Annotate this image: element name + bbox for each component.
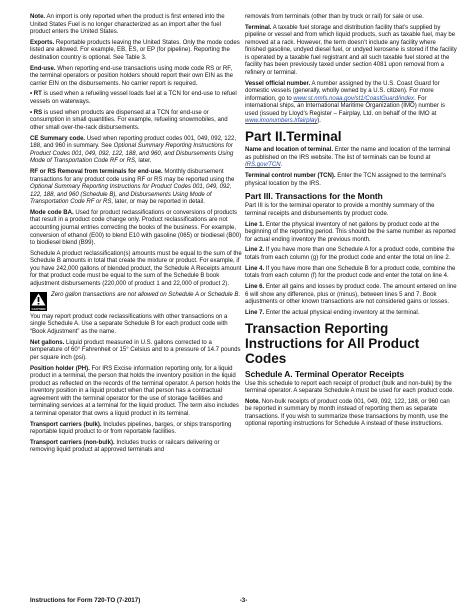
ce-summary-paragraph: CE Summary code. Used when reporting product codes 001, 049, 092, 122, 188, and 960 in summary. See Optional Summary Reporting Instructions for Product Codes 001, 049, 092, 122, 188, and 960, and Disbursements Using Mode of Transportation Code RF or RS, later. — [30, 135, 237, 165]
footer-form-title: Instructions for Form 720-TO (7-2017) — [30, 597, 141, 604]
transport-non-bulk-paragraph: Transport carriers (non-bulk). Includes trucks or railcars delivering or removing liquid product at approved terminals and — [30, 439, 220, 454]
continued-paragraph: removals from terminals (other than by truck or rail) for sale or use. — [245, 14, 424, 20]
mode-code-ba-paragraph: Mode code BA. Used for product reclassifications or conversions of products that result in a product code change only. Product reclassifications are not accounting journal entries correcting the books of the business. For example, conversion of ethanol (E00) to blend E10 with gasoline (065) or biodiesel (B00) to biodiesel blend (B99). — [30, 209, 242, 247]
page-number: -3- — [239, 597, 248, 604]
caution-text: Zero gallon transactions are not allowed on Schedule A or Schedule B. — [51, 291, 241, 298]
terminal-paragraph: Terminal. A taxable fuel storage and distribution facility that’s supplied by pipeline or vessel and from which liquid products, such as taxable fuel, may be removed at a rack. However, the term doesn’t include any facility where finished gasoline, undyed diesel fuel, or undyed kerosene is stored if the facility is operated by a taxable fuel registrant and all such taxable fuel stored at the facility has been previously taxed under section 4081 upon removal from a refinery or terminal. — [245, 24, 457, 77]
right-column — [245, 14, 457, 432]
coast-guard-link[interactable]: www.st.nmfs.noaa.gov/st1/CoastGuard/index — [293, 95, 415, 102]
bullet-rs: • RS is used when products are dispensed at a TCN for end-use or consumption in small quantities. For example, refueling snowmobiles, and other small over-the-rack disbursements. — [30, 109, 228, 131]
note-paragraph: Note. An import is only reported when the product is first entered into the United States Fuel is no longer characterized as an import after the fuel product enters the United States. — [30, 14, 225, 36]
schedule-a-paragraph: Use this schedule to report each receipt of product (bulk and non-bulk) by the terminal operator. A separate Schedule A must be used for each product code. — [245, 380, 455, 395]
note-non-bulk-paragraph: Note. Non-bulk receipts of product code 001, 049, 092, 122, 188, or 960 can be reported in summary by month instead of reporting them as separate transactions. If you wish to summarize these transactions by month, use the optional reporting instructions for Schedule A instead of these instructions. — [245, 398, 450, 428]
line-6-paragraph: Line 6. Enter all gains and losses by product code. The amount entered on line 6 will show any difference, plus or (minus), between lines 5 and 7. Book adjustments or other known transactions are not considered gains or losses. — [245, 284, 457, 306]
name-location-paragraph: Name and location of terminal. Enter the name and location of the terminal as published on the IRS website. The list of terminals can be found at IRS.gov/TCN. — [245, 147, 451, 169]
reclass-paragraph: You may report product code reclassifications with other transactions on a single Schedule A. Use a separate Schedule B for each product code with “Book Adjustment” as the name. — [30, 313, 228, 336]
irs-tcn-link[interactable]: IRS.gov/TCN — [245, 162, 281, 169]
bullet-rt: • RT is used when a refueling vessel loads fuel at a TCN for end-use to refuel vessels on waterways. — [30, 91, 237, 106]
line-2-paragraph: Line 2. If you have more than one Schedule A for a product code, combine the totals from each column (g) for the product code and enter the total on line 2. — [245, 247, 455, 261]
imo-numbers-link[interactable]: www.imonumbers.lrfairplay — [245, 118, 318, 125]
caution-block — [30, 292, 242, 311]
rf-rs-paragraph: RF or RS Removal from terminals for end-use. Monthly disbursement transactions for any product code using RF or RS may be reported using the Optional Summary Reporting Instructions for Product Codes 001, 049, 092, 122, 188, and 960 (Schedule B), and Disbursements Using Mode of Transportation Code RF or RS, later, or may be reported in detail. — [30, 168, 235, 206]
left-column — [30, 14, 242, 458]
position-holder-paragraph: Position holder (PH). For IRS Excise information reporting only, for a liquid product in a terminal, the person that holds the inventory position in the liquid product as reflected on the records of the terminal operator. A person holds the inventory position in a liquid product when that person has a contractual agreement with the terminal operator for the use of storage facilities and terminaling services at a terminal for the liquid product. The term also includes a terminal operator that owns a liquid product in its terminal. — [30, 365, 241, 417]
part-ii-heading: Part II.Terminal — [245, 129, 342, 145]
caution-label: CAUTION — [31, 306, 46, 311]
end-use-paragraph: End-use. When reporting end-use transactions using mode code RS or RF, the terminal operators or position holders should report their own EIN as the carrier EIN on the disbursements. No carrier report is required. — [30, 65, 234, 87]
part-iii-heading: Part III. Transactions for the Month — [245, 191, 383, 202]
vessel-paragraph: Vessel official number. A number assigned by the U.S. Coast Guard for domestic vessels (generally, wholly owned by a U.S. citizen). For more information, go to www.st.nmfs.noaa.gov/st1/CoastGuard/index. For international ships, an International Maritime Organization (IMO) number is used (issued by Lloyd’s Register – Fairplay, Ltd. on behalf of the IMO at www.imonumbers.lrfairplay). — [245, 80, 445, 125]
line-7-paragraph: Line 7. Enter the actual physical ending inventory at the terminal. — [245, 309, 420, 316]
exports-paragraph: Exports. Reportable products leaving the United States. Only the mode codes listed are allowed. For example, EB, ES, or EP (for pipeline). Reporting the destination country is optional. See Table 3. — [30, 39, 240, 61]
caution-icon — [30, 292, 47, 311]
part-iii-paragraph: Part III is for the terminal operator to provide a monthly summary of the terminal receipts and disbursements by product code. — [245, 203, 435, 217]
schedule-a-reclass-paragraph: Schedule A product reclassification(s) amounts must be equal to the sum of the Schedule B amounts in total that create the mixture or product. For example, if you have 242,000 gallons of blended product, the Schedule A Receipts amount for that product code must be equal to the sum of the Schedule B book adjustment disbursements (220,000 of product 1 and 22,000 of product 2). — [30, 250, 242, 287]
schedule-a-heading: Schedule A. Terminal Operator Receipts — [245, 368, 405, 379]
tcn-paragraph: Terminal control number (TCN). Enter the TCN assigned to the terminal’s physical location by the IRS. — [245, 173, 446, 187]
transaction-reporting-heading: Transaction Reporting Instructions for All Product Codes — [245, 320, 420, 366]
line-4-paragraph: Line 4. If you have more than one Schedule B for a product code, combine the totals from each column (f) for the product code and enter the total on line 4. — [245, 265, 456, 280]
transport-bulk-paragraph: Transport carriers (bulk). Includes pipelines, barges, or ships transporting reportable liquid product to or from reportable facilities. — [30, 421, 232, 436]
net-gallons-paragraph: Net gallons. Liquid product measured in U.S. gallons corrected to a temperature of 60° Fahrenheit or 15° Celsius and to a pressure of 14.7 pounds per square inch (psi). — [30, 339, 241, 361]
line-1-paragraph: Line 1. Enter the physical inventory of net gallons by product code at the beginning of the reporting period. This should be the same number as reported for actual ending inventory the previous month. — [245, 221, 456, 243]
